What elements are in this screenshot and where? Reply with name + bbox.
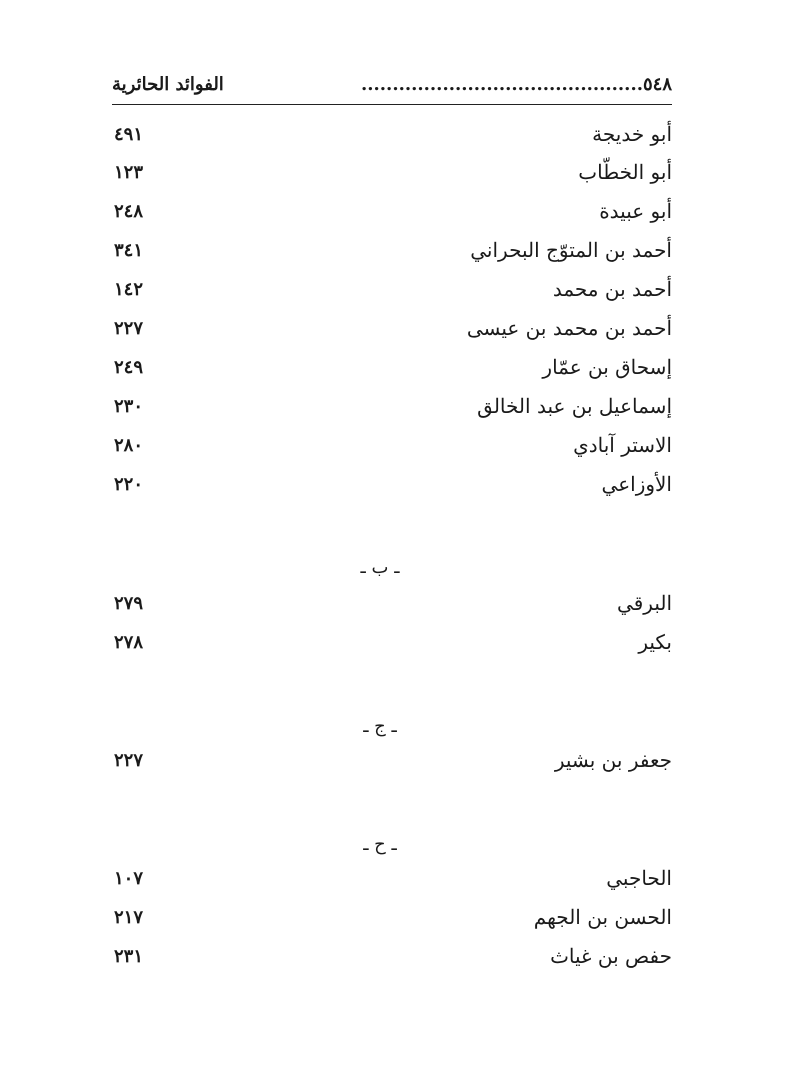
index-entry [112, 160, 672, 192]
entry-name: أبو خديجة [592, 122, 672, 146]
entry-page: ١٢٣ [114, 162, 144, 183]
section-heading: ـ ج ـ [363, 716, 397, 737]
entry-page: ٢١٧ [114, 907, 144, 928]
section-heading: ـ ح ـ [363, 834, 397, 855]
index-entry [112, 316, 672, 348]
entry-page: ٢٣٠ [114, 396, 144, 417]
entry-name: إسحاق بن عمّار [542, 355, 672, 379]
index-entry [112, 472, 672, 504]
index-entry [112, 630, 672, 662]
index-entry [112, 591, 672, 623]
entry-name: الحسن بن الجهم [533, 905, 672, 929]
entry-page: ٢٤٩ [114, 357, 144, 378]
index-entry [112, 394, 672, 426]
index-entry [112, 238, 672, 270]
entry-name: الأوزاعي [601, 472, 672, 496]
entry-page: ٢٨٠ [114, 435, 144, 456]
entry-name: أحمد بن محمد بن عيسى [466, 316, 672, 340]
index-entry [112, 944, 672, 976]
index-entry [112, 199, 672, 231]
header-page-and-dots: ٥٤٨............................................. [360, 74, 672, 95]
entry-page: ٢٢٧ [114, 750, 144, 771]
header-title: الفوائد الحائرية [112, 74, 224, 95]
entry-name: الاستر آبادي [573, 433, 672, 457]
index-entry [112, 748, 672, 780]
section-heading: ـ ب ـ [360, 557, 400, 578]
entry-page: ٢٢٧ [114, 318, 144, 339]
index-entry [112, 122, 672, 154]
entry-page: ١٠٧ [114, 868, 144, 889]
index-entry [112, 277, 672, 309]
entry-name: حفص بن غياث [550, 944, 672, 968]
entry-page: ٢٢٠ [114, 474, 144, 495]
entry-name: الحاجبي [606, 866, 672, 890]
header-page-number: ٥٤٨ [642, 74, 672, 95]
entry-name: أحمد بن المتوّج البحراني [470, 238, 672, 262]
index-entry [112, 355, 672, 387]
entry-name: أحمد بن محمد [552, 277, 672, 301]
entry-page: ٢٧٨ [114, 632, 144, 653]
running-header [112, 74, 672, 105]
entry-name: أبو عبيدة [599, 199, 672, 223]
entry-name: إسماعيل بن عبد الخالق [477, 394, 672, 418]
entry-page: ٤٩١ [114, 124, 144, 145]
entry-name: جعفر بن بشير [554, 748, 672, 772]
index-entry [112, 905, 672, 937]
entry-page: ٢٤٨ [114, 201, 144, 222]
entry-name: أبو الخطّاب [578, 160, 672, 184]
entry-name: بكير [638, 630, 672, 654]
entry-page: ١٤٢ [114, 279, 144, 300]
entry-page: ٢٧٩ [114, 593, 144, 614]
entry-name: البرقي [617, 591, 672, 615]
entry-page: ٣٤١ [114, 240, 144, 261]
index-entry [112, 433, 672, 465]
entry-page: ٢٣١ [114, 946, 144, 967]
index-entry [112, 866, 672, 898]
